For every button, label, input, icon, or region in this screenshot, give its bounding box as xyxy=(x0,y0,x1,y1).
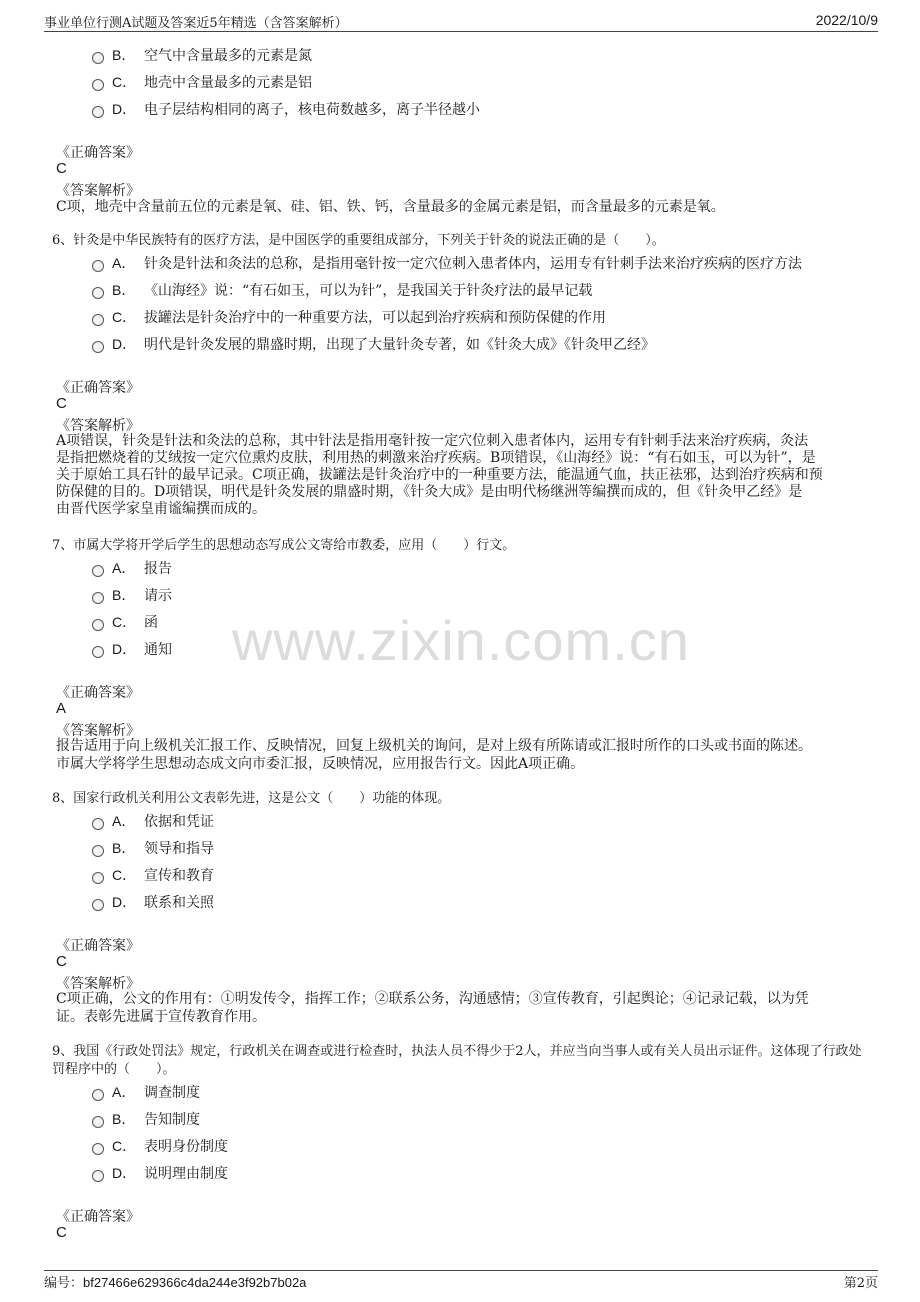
answer-label: 《正确答案》 xyxy=(56,938,140,954)
watermark: www.zixin.com.cn xyxy=(232,609,690,672)
question-7: 7、市属大学将开学后学生的思想动态写成公文寄给市教委，应用（ ）行文。 xyxy=(52,538,516,553)
analysis-line: 报告适用于向上级机关汇报工作、反映情况，回复上级机关的询问，是对上级有所陈请或汇报时所作的口头或书面的陈述。 xyxy=(56,738,812,754)
question-9-line: 罚程序中的（ ）。 xyxy=(52,1062,176,1077)
radio-icon[interactable] xyxy=(92,872,104,884)
option-q7-c[interactable]: C． 函 xyxy=(92,611,158,633)
radio-icon[interactable] xyxy=(92,287,104,299)
answer-label: 《正确答案》 xyxy=(56,380,140,396)
analysis-text: C项，地壳中含量前五位的元素是氧、硅、铝、铁、钙，含量最多的金属元素是铝，而含量最多的元素是氧。 xyxy=(56,199,725,215)
document-title: 事业单位行测A试题及答案近5年精选（含答案解析） xyxy=(44,16,348,31)
radio-icon[interactable] xyxy=(92,260,104,272)
question-6: 6、针灸是中华民族特有的医疗方法，是中国医学的重要组成部分，下列关于针灸的说法正确的是（ ）。 xyxy=(52,233,665,248)
option-q6-d[interactable]: D． 明代是针灸发展的鼎盛时期，出现了大量针灸专著，如《针灸大成》《针灸甲乙经》 xyxy=(92,333,655,355)
radio-icon[interactable] xyxy=(92,79,104,91)
analysis-line: 由晋代医学家皇甫谧编撰而成的。 xyxy=(56,501,266,517)
radio-icon[interactable] xyxy=(92,341,104,353)
option-q6-a[interactable]: A． 针灸是针法和灸法的总称，是指用毫针按一定穴位刺入患者体内，运用专有针刺手法来治疗疾病的医疗方法 xyxy=(92,252,802,274)
analysis-line: 关于原始工具石针的最早记录。C项正确，拔罐法是针灸治疗中的一种重要方法，能温通气血，扶正祛邪，达到治疗疾病和预 xyxy=(56,467,823,483)
header-divider xyxy=(44,31,878,32)
option-q5-b[interactable]: B． 空气中含量最多的元素是氮 xyxy=(92,44,312,66)
option-q7-a[interactable]: A． 报告 xyxy=(92,557,172,579)
answer-label: 《正确答案》 xyxy=(56,145,140,161)
analysis-line: 证。表彰先进属于宣传教育作用。 xyxy=(56,1009,266,1025)
page-number: 第2页 xyxy=(843,1276,878,1291)
document-date: 2022/10/9 xyxy=(815,12,878,28)
radio-icon[interactable] xyxy=(92,1170,104,1182)
option-q6-c[interactable]: C． 拔罐法是针灸治疗中的一种重要方法，可以起到治疗疾病和预防保健的作用 xyxy=(92,306,606,328)
analysis-line: 市属大学将学生思想动态成文向市委汇报，反映情况，应用报告行文。因此A项正确。 xyxy=(56,756,585,772)
analysis-label: 《答案解析》 xyxy=(56,183,140,199)
option-q9-b[interactable]: B． 告知制度 xyxy=(92,1108,200,1130)
radio-icon[interactable] xyxy=(92,845,104,857)
option-q8-c[interactable]: C． 宣传和教育 xyxy=(92,864,214,886)
radio-icon[interactable] xyxy=(92,592,104,604)
answer-value: C xyxy=(56,953,67,970)
radio-icon[interactable] xyxy=(92,52,104,64)
answer-value: C xyxy=(56,160,67,177)
analysis-label: 《答案解析》 xyxy=(56,418,140,434)
radio-icon[interactable] xyxy=(92,646,104,658)
option-q8-d[interactable]: D． 联系和关照 xyxy=(92,891,214,913)
option-q7-d[interactable]: D． 通知 xyxy=(92,638,172,660)
radio-icon[interactable] xyxy=(92,899,104,911)
option-q9-c[interactable]: C． 表明身份制度 xyxy=(92,1135,228,1157)
option-q8-b[interactable]: B． 领导和指导 xyxy=(92,837,214,859)
answer-label: 《正确答案》 xyxy=(56,685,140,701)
footer-divider xyxy=(44,1270,878,1271)
radio-icon[interactable] xyxy=(92,818,104,830)
radio-icon[interactable] xyxy=(92,314,104,326)
option-q8-a[interactable]: A． 依据和凭证 xyxy=(92,810,214,832)
answer-value: C xyxy=(56,395,67,412)
answer-value: C xyxy=(56,1224,67,1241)
analysis-label: 《答案解析》 xyxy=(56,976,140,992)
answer-value: A xyxy=(56,700,67,717)
document-code: 编号：bf27466e629366c4da244e3f92b7b02a xyxy=(44,1275,307,1291)
question-9-line: 9、我国《行政处罚法》规定，行政机关在调查或进行检查时，执法人员不得少于2人，并应当向当事人或有关人员出示证件。这体现了行政处 xyxy=(52,1044,862,1059)
option-q7-b[interactable]: B． 请示 xyxy=(92,584,172,606)
analysis-line: 防保健的目的。D项错误，明代是针灸发展的鼎盛时期，《针灸大成》是由明代杨继洲等编撰而成的，但《针灸甲乙经》是 xyxy=(56,484,803,500)
option-q5-d[interactable]: D． 电子层结构相同的离子，核电荷数越多，离子半径越小 xyxy=(92,98,480,120)
answer-label: 《正确答案》 xyxy=(56,1209,140,1225)
radio-icon[interactable] xyxy=(92,106,104,118)
option-q9-a[interactable]: A． 调查制度 xyxy=(92,1081,200,1103)
radio-icon[interactable] xyxy=(92,565,104,577)
option-q9-d[interactable]: D． 说明理由制度 xyxy=(92,1162,228,1184)
analysis-line: 是指把燃烧着的艾绒按一定穴位熏灼皮肤，利用热的刺激来治疗疾病。B项错误，《山海经》说：“有石如玉，可以为针”，是 xyxy=(56,450,816,466)
radio-icon[interactable] xyxy=(92,1116,104,1128)
option-q5-c[interactable]: C． 地壳中含量最多的元素是铝 xyxy=(92,71,312,93)
question-8: 8、国家行政机关利用公文表彰先进，这是公文（ ）功能的体现。 xyxy=(52,791,451,806)
option-q6-b[interactable]: B． 《山海经》说：“有石如玉，可以为针”，是我国关于针灸疗法的最早记载 xyxy=(92,279,592,301)
analysis-line: A项错误，针灸是针法和灸法的总称，其中针法是指用毫针按一定穴位刺入患者体内，运用专有针刺手法来治疗疾病，灸法 xyxy=(56,433,809,449)
radio-icon[interactable] xyxy=(92,619,104,631)
analysis-label: 《答案解析》 xyxy=(56,723,140,739)
radio-icon[interactable] xyxy=(92,1089,104,1101)
analysis-line: C项正确，公文的作用有：①明发传令，指挥工作；②联系公务，沟通感情；③宣传教育，引起舆论；④记录记载，以为凭 xyxy=(56,991,809,1007)
radio-icon[interactable] xyxy=(92,1143,104,1155)
